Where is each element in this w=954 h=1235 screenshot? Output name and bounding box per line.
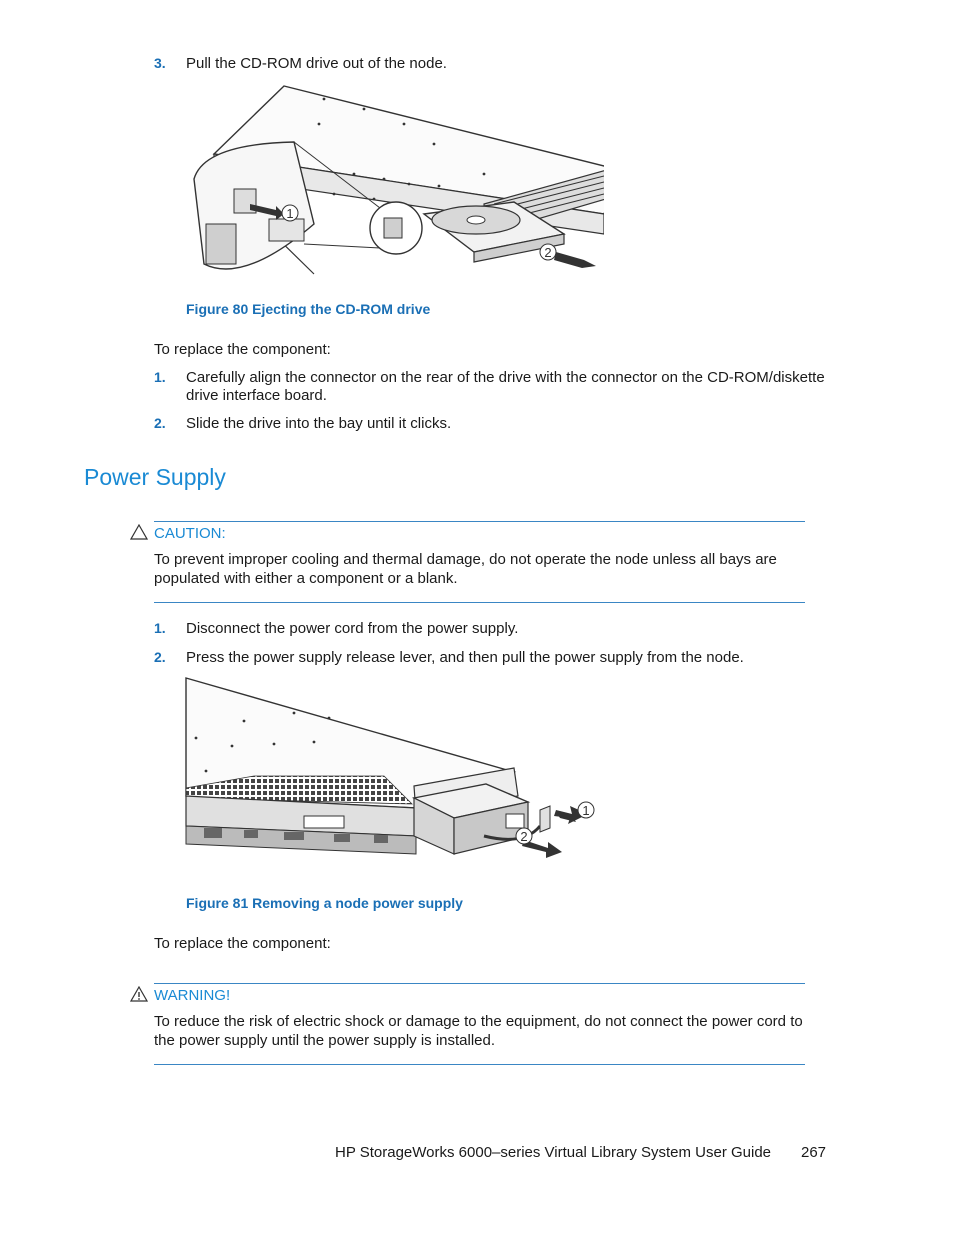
warning-text: To reduce the risk of electric shock or damage to the equipment, do not connect the power cord to xyxy=(154,1013,803,1030)
cdrom-eject-illustration xyxy=(184,84,604,280)
figure-81-caption: Figure 81 Removing a node power supply xyxy=(186,895,463,911)
caution-label: CAUTION: xyxy=(154,525,226,542)
caution-triangle-icon xyxy=(130,524,148,540)
warning-text-cont: the power supply until the power supply is installed. xyxy=(154,1032,496,1049)
step-number: 1. xyxy=(154,369,166,385)
replace-intro: To replace the component: xyxy=(154,935,331,952)
power-supply-removal-illustration xyxy=(184,676,604,874)
warning-label: WARNING! xyxy=(154,987,231,1004)
caution-bottom-rule xyxy=(154,602,805,603)
step-number: 3. xyxy=(154,55,166,71)
step-text: Press the power supply release lever, and then pull the power supply from the node. xyxy=(186,649,744,666)
step-text: Carefully align the connector on the rear of the drive with the connector on the CD-ROM/diskette xyxy=(186,369,825,386)
section-heading: Power Supply xyxy=(84,464,226,490)
callout-2: 2 xyxy=(520,829,528,844)
page-number: 267 xyxy=(801,1144,827,1161)
step-number: 1. xyxy=(154,620,166,636)
callout-2: 2 xyxy=(544,245,552,260)
caution-top-rule xyxy=(154,521,805,522)
caution-text-cont: populated with either a component or a blank. xyxy=(154,570,458,587)
footer-title: HP StorageWorks 6000–series Virtual Library System User Guide xyxy=(335,1144,772,1161)
step-text: Slide the drive into the bay until it clicks. xyxy=(186,415,452,432)
warning-top-rule xyxy=(154,983,805,984)
warning-bottom-rule xyxy=(154,1064,805,1065)
step-text: Disconnect the power cord from the power supply. xyxy=(186,620,519,637)
step-number: 2. xyxy=(154,649,166,665)
callout-1: 1 xyxy=(582,803,590,818)
figure-80-caption: Figure 80 Ejecting the CD-ROM drive xyxy=(186,301,431,317)
step-number: 2. xyxy=(154,415,166,431)
replace-intro: To replace the component: xyxy=(154,341,331,358)
warning-triangle-icon xyxy=(130,986,148,1002)
callout-1: 1 xyxy=(286,206,294,221)
step-text: Pull the CD-ROM drive out of the node. xyxy=(186,55,447,72)
step-text-cont: drive interface board. xyxy=(186,387,327,404)
caution-text: To prevent improper cooling and thermal damage, do not operate the node unless all bays are xyxy=(154,551,777,568)
